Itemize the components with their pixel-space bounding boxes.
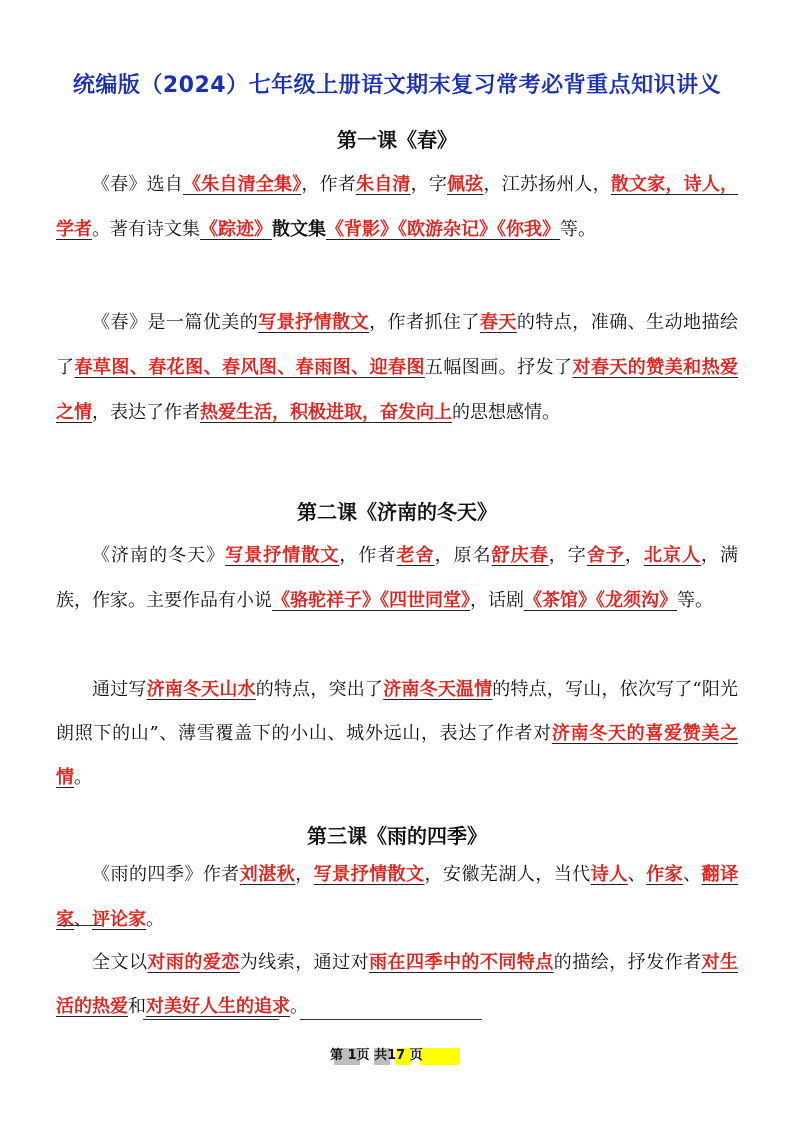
text-run: 和: [128, 996, 146, 1017]
key-term: 《茶馆》《龙须沟》: [524, 590, 677, 611]
lesson-3-title: 第三课《雨的四季》: [307, 824, 487, 848]
lesson-2-paragraph-2: [56, 668, 738, 800]
key-term: 对生活的热爱: [56, 952, 739, 1017]
text-run: 等。: [560, 219, 596, 240]
text-run: ，作者: [301, 174, 357, 195]
bold-term: 散文集: [272, 219, 326, 240]
key-term: 《背影》《欧游杂记》《你我》: [326, 219, 560, 240]
text-run: 、: [74, 909, 92, 930]
text-run: 。: [74, 767, 92, 788]
key-term: 《朱自清全集》: [183, 174, 302, 195]
text-run: ，字: [548, 545, 587, 566]
text-run: 的特点，准确、生动地描绘了: [56, 312, 739, 378]
text-run: 的思想感情。: [452, 402, 560, 423]
key-term: 对春天的赞美和热爱之情: [56, 357, 739, 423]
text-run: 的特点，写山，依次写了“阳光朗照下的山”、薄雪覆盖下的小山、城外远山，表达了作者对: [56, 679, 739, 744]
key-term: 对美好人生的追求: [146, 996, 290, 1017]
text-run: 五幅图画。抒发了: [424, 357, 573, 378]
text-run: 的描绘，抒发作者: [553, 952, 702, 973]
text-run: 全文以: [92, 952, 148, 973]
key-term: 《踪迹》: [200, 219, 272, 240]
text-run: 通过写: [92, 679, 147, 700]
key-term: 北京人: [643, 545, 701, 566]
key-term: 作家: [646, 864, 684, 885]
text-run: ，原名: [434, 545, 492, 566]
key-term: 对雨的爱恋: [147, 952, 240, 973]
text-run: 、: [627, 864, 647, 885]
key-term: 佩弦: [447, 174, 484, 195]
key-term: 济南冬天温情: [383, 679, 493, 700]
key-term: 济南冬天山水: [146, 679, 256, 700]
text-run: ，满族，作家。主要作品有小说: [56, 545, 739, 611]
text-run: 。著有诗文集: [92, 219, 200, 240]
text-run: ，作者抓住了: [369, 312, 480, 333]
key-term: 老舍: [396, 545, 435, 566]
text-run: ，安徽芜湖人，当代: [424, 864, 591, 885]
text-run: 《春》选自: [92, 174, 183, 195]
key-term: 雨在四季中的不同特点: [369, 952, 554, 973]
text-run: ，作者: [339, 545, 397, 566]
text-run: 《春》是一篇优美的: [92, 312, 259, 333]
key-term: 《骆驼祥子》《四世同堂》: [272, 590, 470, 611]
text-run: 为线索，通过对: [239, 952, 370, 973]
text-run: ，江苏扬州人，: [483, 174, 611, 195]
key-term: 舒庆春: [491, 545, 549, 566]
text-run: 等。: [677, 590, 713, 611]
text-run: 、: [683, 864, 702, 885]
text-run: 《济南的冬天》: [92, 545, 226, 566]
key-term: 写景抒情散文: [313, 864, 425, 885]
fill-in-underline: [58, 925, 102, 926]
key-term: 写景抒情散文: [258, 312, 370, 333]
key-term: 热爱生活，积极进取，奋发向上: [200, 402, 452, 423]
lesson-1-paragraph-1: [56, 162, 738, 252]
page-footer: [330, 1043, 470, 1065]
text-run: ，字: [410, 174, 448, 195]
text-run: ，话剧: [470, 590, 524, 611]
fill-in-underline: [143, 1019, 279, 1020]
lesson-3-paragraph-2: [56, 941, 738, 1029]
key-term: 翻译家: [56, 864, 739, 930]
text-run: 。: [146, 909, 164, 930]
text-run: 《雨的四季》作者: [92, 864, 240, 885]
key-term: 刘湛秋: [239, 864, 296, 885]
key-term: 朱自清: [356, 174, 411, 195]
lesson-2-title: 第二课《济南的冬天》: [297, 500, 497, 524]
text-run: 。: [290, 996, 308, 1017]
key-term: 济南冬天的喜爱赞美之情: [56, 723, 739, 788]
lesson-2-paragraph-1: [56, 533, 738, 623]
text-run: ，: [295, 864, 314, 885]
key-term: 春草图、春花图、春风图、春雨图、迎春图: [74, 357, 425, 378]
fill-in-underline: [300, 1019, 482, 1020]
lesson-3-paragraph-1: [56, 852, 738, 942]
page-number: 第 1页 共17 页: [330, 1048, 423, 1063]
key-term: 舍予: [586, 545, 625, 566]
footer-yellow-highlight: [420, 1048, 460, 1065]
text-run: ，: [624, 545, 644, 566]
lesson-1-paragraph-2: [56, 300, 738, 435]
text-run: ，表达了作者: [92, 402, 200, 423]
key-term: 诗人: [590, 864, 628, 885]
key-term: 春天: [479, 312, 517, 333]
text-run: 的特点，突出了: [255, 679, 384, 700]
key-term: 评论家: [92, 909, 146, 930]
key-term: 散文家，诗人，学者: [56, 174, 739, 240]
document-title: 统编版（2024）七年级上册语文期末复习常考必背重点知识讲义: [72, 73, 722, 98]
lesson-1-title: 第一课《春》: [337, 128, 457, 152]
key-term: 写景抒情散文: [225, 545, 340, 566]
